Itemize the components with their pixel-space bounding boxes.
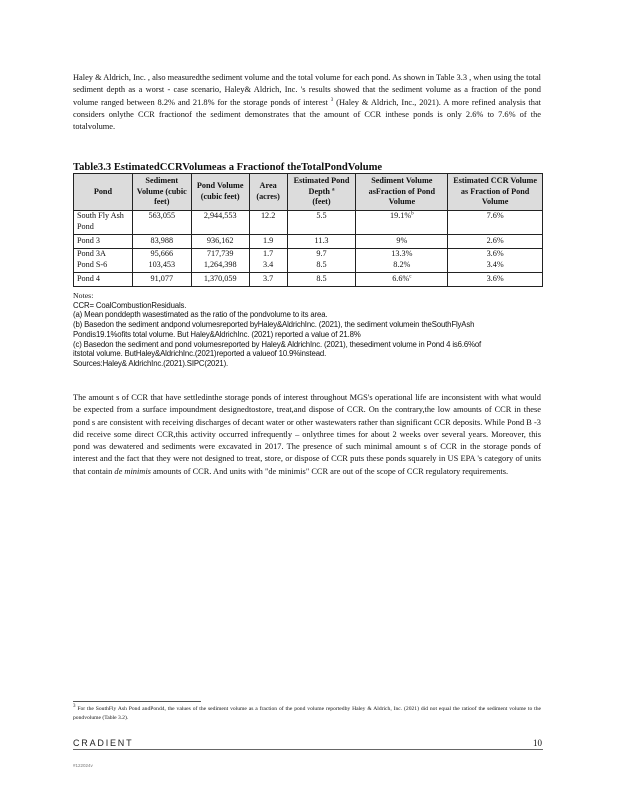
header-pond: Pond xyxy=(74,174,133,211)
header-pond-depth-label: Estimated Pond Depth xyxy=(293,176,350,196)
note-line: (c) Basedon the sediment and pond volumesreported by Haley& AldrichInc. (2021), thesediment volume in Pond 4 is6.6%of xyxy=(73,339,482,349)
cell-area: 1.7 xyxy=(249,249,287,260)
discussion-text: The amount s of CCR that have settledinthe storage ponds of interest throughout MGS's operational life are inconsistent with what would be expected from a surface impoundment designedtostore, treat,and dispose of CCR. On the contrary,the low amounts of CCR in these pond s are consistent with receiving discharges of decant water or other wastewaters rather than significant CCR deposits. While Pond B -3 did receive some direct CCR,this activity occurred infrequently – onlythree times for about 2 weeks over several years. Moreover, this pond was dewatered and sediments were excavated in 2017. The presence of such minimal amount s of CCR in the storage ponds of interest and the fact that they were not designed to treat, store, or dispose of CCR puts these ponds squarely in US EPA 's category of units that contain xyxy=(73,393,541,476)
cell-sediment-fraction xyxy=(356,211,448,235)
cell-pond: Pond 4 xyxy=(74,272,133,286)
cell-pond-volume: 1,370,059 xyxy=(191,272,249,286)
cell-sediment-fraction: 9% xyxy=(356,235,448,249)
cell-pond-volume: 936,162 xyxy=(191,235,249,249)
table-header-row xyxy=(74,174,543,211)
cell-pond: Pond 3 xyxy=(74,235,133,249)
cell-ccr-fraction: 3.6% xyxy=(448,249,543,260)
ccr-volume-table xyxy=(73,173,543,287)
cell-pond-depth: 8.5 xyxy=(287,272,356,286)
note-line: itstotal volume. ButHaley&AldrichInc.(2021)reported a valueof 10.9%instead. xyxy=(73,349,327,359)
header-area: Area (acres) xyxy=(249,174,287,211)
intro-paragraph-text-rest: (Haley & Aldrich, Inc., 2021). A more refined analysis that considers onlythe CCR fractionof the sediment demonstrates that the amount of CCR inthese ponds is only 2.6% to 7.6% of the totalvolume. xyxy=(73,97,541,132)
intro-paragraph xyxy=(73,72,541,133)
table-row xyxy=(74,211,543,235)
sediment-fraction-note-mark: b xyxy=(411,211,414,217)
cell-ccr-fraction: 2.6% xyxy=(448,235,543,249)
sediment-fraction-note-mark: c xyxy=(409,273,412,279)
table-row xyxy=(74,260,543,273)
note-line: (b) Basedon the sediment andpond volumesreported byHaley&AldrichInc. (2021), the sediment volumein theSouthFlyAsh xyxy=(73,320,475,330)
cell-area: 1.9 xyxy=(249,235,287,249)
table-row xyxy=(74,249,543,260)
cell-pond: Pond S-6 xyxy=(74,260,133,273)
cell-sediment-volume: 83,988 xyxy=(132,235,191,249)
header-ccr-fraction: Estimated CCR Volume as Fraction of Pond Volume xyxy=(448,174,543,211)
page-number: 10 xyxy=(533,738,542,748)
cell-ccr-fraction: 3.4% xyxy=(448,260,543,273)
cell-pond: South Fly Ash Pond xyxy=(74,211,133,235)
discussion-paragraph xyxy=(73,392,541,478)
cell-pond-depth: 8.5 xyxy=(287,260,356,273)
note-line: (a) Mean ponddepth wasestimated as the ratio of the pondvolume to its area. xyxy=(73,310,328,320)
header-sediment-fraction: Sediment Volume asFraction of Pond Volume xyxy=(356,174,448,211)
header-pond-depth xyxy=(287,174,356,211)
footnote-mark: 3 xyxy=(73,704,76,710)
intro-paragraph-text: Haley & Aldrich, Inc. , also measuredthe sediment volume and the total volume for each pond. As shown in Table 3.3 , when using the total sediment depth as a worst - case scenario, Haley& Aldrich, Inc. 's results showed that the sediment volume as a fraction of the pond volume ranged between 8.2% and 21.8% for the storage ponds of interest xyxy=(73,73,541,107)
cell-pond: Pond 3A xyxy=(74,249,133,260)
header-sediment-volume: Sediment Volume (cubic feet) xyxy=(132,174,191,211)
brand-logo: CRADIENT xyxy=(73,738,134,748)
cell-pond-volume: 1,264,398 xyxy=(191,260,249,273)
cell-sediment-volume: 563,055 xyxy=(132,211,191,235)
table-row xyxy=(74,272,543,286)
cell-area: 12.2 xyxy=(249,211,287,235)
footnote-text: For the SouthFly Ash Pond andPond4, the values of the sediment volume as a fraction of the pond volume reportedby Haley & Aldrich, Inc. (2021) did not equal the ratioof the sediment volume to the pondvolume (Table 3.2). xyxy=(73,706,541,721)
discussion-text-end: amounts of CCR. And units with "de minimis" CCR are out of the scope of CCR regulatory requirements. xyxy=(150,466,509,476)
header-pond-volume: Pond Volume (cubic feet) xyxy=(191,174,249,211)
cell-sediment-fraction: 8.2% xyxy=(356,260,448,273)
de-minimis-italic: de minimis xyxy=(114,466,151,476)
cell-pond-depth: 5.5 xyxy=(287,211,356,235)
cell-ccr-fraction: 7.6% xyxy=(448,211,543,235)
cell-pond-depth: 9.7 xyxy=(287,249,356,260)
cell-sediment-volume: 95,666 xyxy=(132,249,191,260)
note-line: CCR= CoalCombustionResiduals. xyxy=(73,300,187,310)
cell-area: 3.7 xyxy=(249,272,287,286)
cell-pond-volume: 717,739 xyxy=(191,249,249,260)
cell-pond-depth: 11.3 xyxy=(287,235,356,249)
cell-ccr-fraction: 3.6% xyxy=(448,272,543,286)
cell-area: 3.4 xyxy=(249,260,287,273)
footnote xyxy=(73,705,541,722)
cell-sediment-fraction: 13.3% xyxy=(356,249,448,260)
cell-sediment-fraction xyxy=(356,272,448,286)
table-row xyxy=(74,235,543,249)
table-title: Table3.3 EstimatedCCRVolumeas a Fractionof theTotalPondVolume xyxy=(73,162,383,173)
cell-pond-volume: 2,944,553 xyxy=(191,211,249,235)
document-id: #122024v xyxy=(73,763,93,768)
cell-sediment-fraction-value: 19.1% xyxy=(390,211,412,220)
cell-sediment-volume: 91,077 xyxy=(132,272,191,286)
footnote-separator xyxy=(73,701,201,702)
footer-divider xyxy=(73,749,543,750)
cell-sediment-volume: 103,453 xyxy=(132,260,191,273)
pond-depth-note-mark: a xyxy=(331,186,335,192)
cell-sediment-fraction-value: 6.6% xyxy=(392,273,410,283)
table-notes xyxy=(73,291,553,369)
footnote-reference: 3 xyxy=(330,97,334,103)
note-line: Sources:Haley& AldrichInc.(2021).SIPC(2021). xyxy=(73,358,229,368)
header-pond-depth-unit: (feet) xyxy=(312,197,331,207)
notes-label: Notes: xyxy=(73,291,94,300)
note-line: Pondis19.1%ofits total volume. But Haley&AldrichInc. (2021) reported a value of 21.8% xyxy=(73,329,361,339)
